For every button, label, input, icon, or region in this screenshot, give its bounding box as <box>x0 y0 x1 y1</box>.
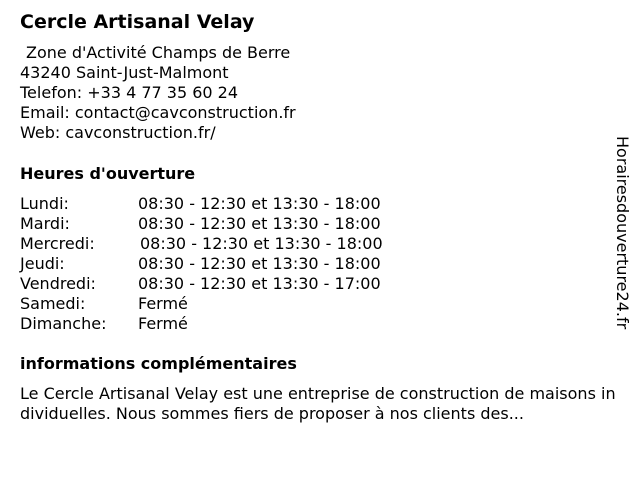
hours-row-jeudi <box>20 254 440 274</box>
time-value: 08:30 - 12:30 et 13:30 - 18:00 <box>138 254 381 273</box>
time-value: Fermé <box>138 314 188 333</box>
hours-heading: Heures d'ouverture <box>20 164 196 183</box>
time-value: Fermé <box>138 294 188 313</box>
day-label: Dimanche: <box>20 314 107 333</box>
business-name: Cercle Artisanal Velay <box>20 11 255 33</box>
time-value: 08:30 - 12:30 et 13:30 - 18:00 <box>138 214 381 233</box>
day-label: Mardi: <box>20 214 70 233</box>
day-label: Lundi: <box>20 194 69 213</box>
time-value: 08:30 - 12:30 et 13:30 - 18:00 <box>138 194 381 213</box>
web-line: Web: cavconstruction.fr/ <box>20 123 216 142</box>
contact-block <box>20 43 296 143</box>
street-address: Zone d'Activité Champs de Berre <box>26 43 291 62</box>
hours-row-mercredi <box>20 234 440 254</box>
hours-row-lundi <box>20 194 440 214</box>
hours-row-samedi <box>20 294 440 314</box>
day-label: Vendredi: <box>20 274 96 293</box>
day-label: Jeudi: <box>20 254 65 273</box>
email-line: Email: contact@cavconstruction.fr <box>20 103 296 122</box>
hours-row-vendredi <box>20 274 440 294</box>
hours-row-dimanche <box>20 314 440 334</box>
opening-hours-table <box>20 194 440 334</box>
site-watermark: Horairesdouverture24.fr <box>613 136 632 330</box>
info-description: Le Cercle Artisanal Velay est une entreprise de construction de maisons individuelles. Nous sommes fiers de proposer à nos clients des... <box>20 384 616 423</box>
time-value: 08:30 - 12:30 et 13:30 - 18:00 <box>140 234 383 253</box>
info-heading: informations complémentaires <box>20 354 297 373</box>
time-value: 08:30 - 12:30 et 13:30 - 17:00 <box>138 274 381 293</box>
phone-line: Telefon: +33 4 77 35 60 24 <box>20 83 239 102</box>
postal-city: 43240 Saint-Just-Malmont <box>20 63 229 82</box>
day-label: Mercredi: <box>20 234 95 253</box>
day-label: Samedi: <box>20 294 86 313</box>
hours-row-mardi <box>20 214 440 234</box>
